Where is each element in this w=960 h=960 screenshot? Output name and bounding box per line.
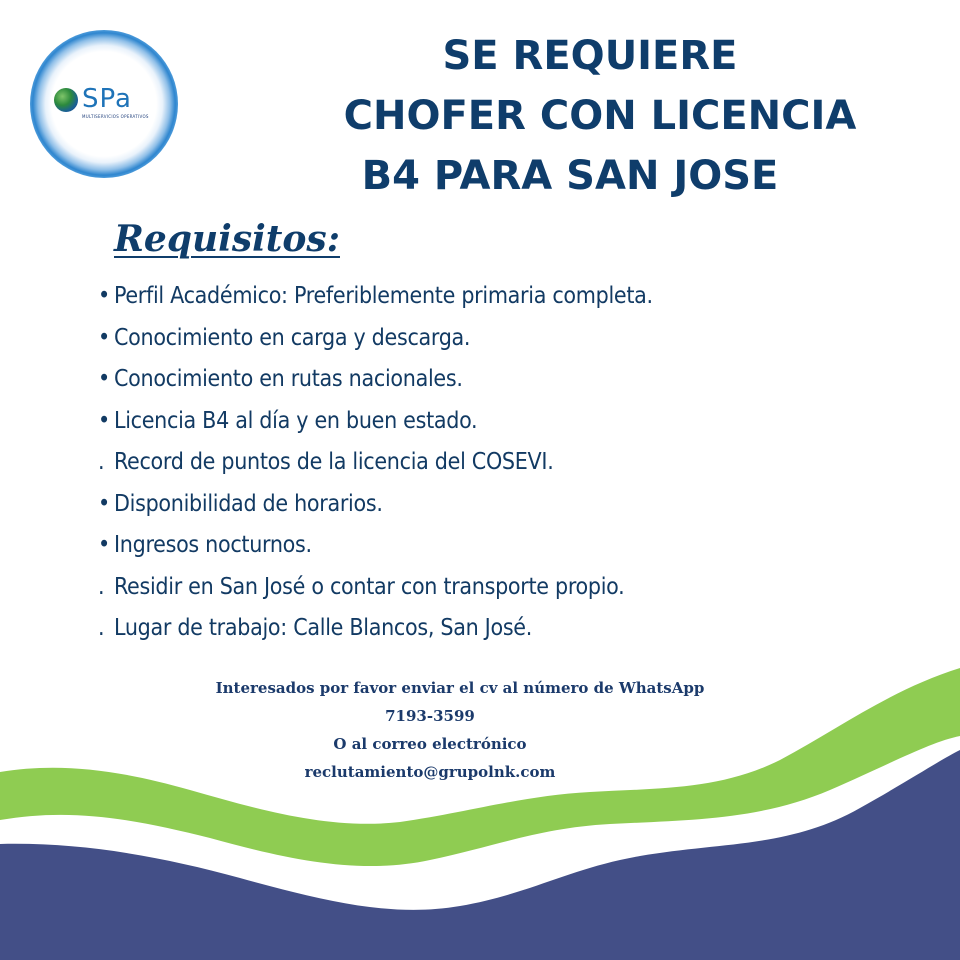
bullet-marker: • xyxy=(98,366,110,392)
requirement-text: Perfil Académico: Preferiblemente primaria completa. xyxy=(114,283,653,309)
bullet-marker: • xyxy=(98,407,110,434)
requirement-text: Ingresos nocturnos. xyxy=(114,532,312,558)
requirement-text: Conocimiento en rutas nacionales. xyxy=(114,366,463,392)
bullet-marker: • xyxy=(98,324,110,351)
list-item xyxy=(98,484,653,526)
globe-icon xyxy=(54,88,78,112)
bullet-marker: . xyxy=(98,615,105,641)
bullet-marker: • xyxy=(98,283,110,309)
headline-line-3: B4 PARA SAN JOSE xyxy=(361,153,779,199)
list-item xyxy=(98,401,653,443)
requirements-heading: Requisitos: xyxy=(114,218,340,260)
requirement-text: Lugar de trabajo: Calle Blancos, San José. xyxy=(114,615,533,641)
list-item xyxy=(98,318,653,360)
headline-line-1: SE REQUIERE xyxy=(442,33,738,79)
list-item xyxy=(98,442,653,484)
bullet-marker: • xyxy=(98,490,110,517)
company-logo xyxy=(30,30,178,178)
requirement-text: Disponibilidad de horarios. xyxy=(114,490,383,517)
list-item xyxy=(98,276,653,318)
logo-mark xyxy=(54,84,164,124)
whatsapp-number[interactable]: 7193-3599 xyxy=(385,707,475,725)
logo-text: SPa xyxy=(82,84,132,114)
requirement-text: Conocimiento en carga y descarga. xyxy=(114,324,471,351)
contact-info xyxy=(0,674,910,786)
contact-instructions: Interesados por favor enviar el cv al número de WhatsApp xyxy=(215,679,705,697)
list-item xyxy=(98,525,653,567)
requirement-text: Residir en San José o contar con transporte propio. xyxy=(114,573,625,600)
bullet-marker: • xyxy=(98,532,110,558)
logo-subtitle: MULTISERVICIOS OPERATIVOS xyxy=(82,114,149,119)
requirements-list xyxy=(98,276,653,650)
headline-line-2: CHOFER CON LICENCIA xyxy=(343,93,857,139)
list-item xyxy=(98,359,653,401)
requirement-text: Record de puntos de la licencia del COSEVI. xyxy=(114,449,554,475)
headline xyxy=(330,26,870,206)
requirement-text: Licencia B4 al día y en buen estado. xyxy=(114,407,478,434)
list-item xyxy=(98,567,653,609)
email-address[interactable]: reclutamiento@grupolnk.com xyxy=(304,763,556,781)
email-intro: O al correo electrónico xyxy=(333,735,527,753)
bullet-marker: . xyxy=(98,573,105,600)
bullet-marker: . xyxy=(98,449,105,475)
list-item xyxy=(98,608,653,650)
